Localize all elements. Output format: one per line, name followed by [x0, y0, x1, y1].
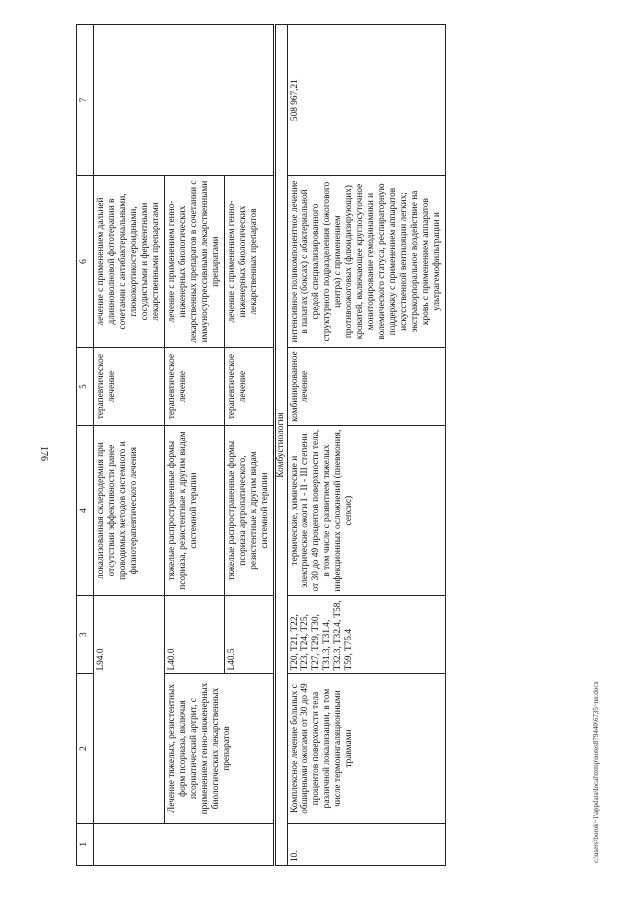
column-header-4: 4 [77, 426, 94, 595]
column-header-2: 2 [77, 674, 94, 823]
row-c-method: лечение с применением генно-инженерных биологических лекарственных препаратов [224, 176, 274, 347]
table-row [287, 25, 446, 866]
row-c-code: L40.5 [224, 595, 274, 674]
table-header-row [77, 25, 94, 866]
section-title: Комбустиология [274, 25, 287, 866]
row-a-code: L94.0 [94, 595, 165, 674]
column-header-1: 1 [77, 823, 94, 865]
row-name-cell [94, 674, 165, 823]
row-number-cell [94, 823, 275, 865]
section-header-row [274, 25, 287, 866]
row-d-cost: 508 967,21 [287, 25, 446, 176]
column-header-3: 3 [77, 595, 94, 674]
row-d-model: термические, химические и электрические ожоги I - II - III степени от 30 до 49 процентов поверхности тела, в том числе с развитием тяжелых инфекционных осложнений (пневмония, сепсис) [287, 426, 446, 595]
row-d-method: интенсивное поликомпонентное лечение в палатах (боксах) с абактериальной средой специализированного структурного подразделения (ожогового центра) с применением противоожоговых (флюидизирующих) кроватей, включающее круглосуточное мониторирование гемодинамики и волемического статуса, респираторную поддержку с применением аппаратов искусственной вентиляции легких; экстракорпоральное воздействие на кровь с применением аппаратов ультрагемофильтрации и [287, 176, 446, 347]
rotated-page-content [76, 24, 594, 866]
row-b-code: L40.0 [164, 595, 224, 674]
row-a-treatment-type: терапевтическое лечение [94, 347, 165, 426]
row-a-method: лечение с применением дальней длинноволновой фототерапии в сочетании с антибактериальными, глюкокортикостероидными, сосудистыми и ферментными лекарственными препаратами [94, 176, 165, 347]
row-b-model: тяжелые распространенные формы псориаза, резистентные к другим видам системной терапии [164, 426, 224, 595]
footer-file-path: c:\users\borok~1\appdata\local\temp\notes879440\6735~nn.docx [592, 681, 600, 863]
row-d-name: Комплексное лечение больных с обширными ожогами от 30 до 49 процентов поверхности тела различной локализации, в том числе термоингаляционными травмами [287, 674, 446, 823]
row-d-code: T20, T21, T22, T23, T24, T25, T27, T29, T30, T31.3, T31.4, T32.3, T32.4, T58, T59, T75.4 [287, 595, 446, 674]
page-number: 176 [38, 446, 49, 461]
rotated-table-container [76, 24, 594, 866]
row-a-model: локализованная склеродермия при отсутствии эффективности ранее проводимых методов системного и физиотерапевтического лечения [94, 426, 165, 595]
row-c-treatment-type: терапевтическое лечение [224, 347, 274, 426]
row-d-treatment-type: комбинированное лечение [287, 347, 446, 426]
table-row [94, 25, 165, 866]
medical-care-table [76, 24, 446, 866]
row-b-treatment-type: терапевтическое лечение [164, 347, 224, 426]
row-b-name: Лечение тяжелых, резистентных форм псориаза, включая псориатический артрит, с применением генно-инженерных биологических лекарственных препаратов [164, 674, 274, 823]
row-d-number: 10. [287, 823, 446, 865]
column-header-6: 6 [77, 176, 94, 347]
row-b-method: лечение с применением генно-инженерных биологических лекарственных препаратов в сочетании с иммуносупрессивными лекарственными препаратами [164, 176, 224, 347]
cost-cell [94, 25, 275, 176]
column-header-5: 5 [77, 347, 94, 426]
column-header-7: 7 [77, 25, 94, 176]
row-c-model: тяжелые распространенные формы псориаза артропатического, резистентные к другим видам системной терапии [224, 426, 274, 595]
